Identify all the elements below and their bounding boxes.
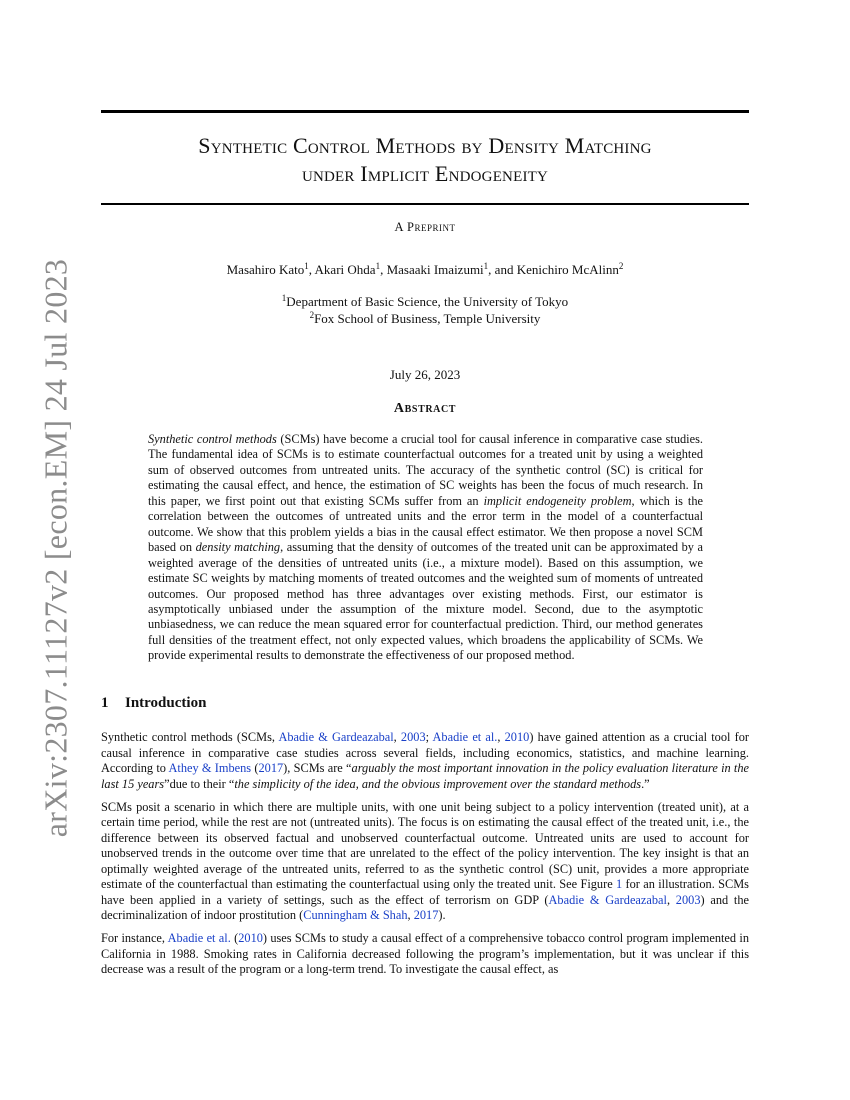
paragraph [101,800,749,924]
text-run: ) and the decriminalization of indoor prostitution ( [101,892,750,922]
abstract-emph: implicit endogeneity problem [483,493,632,508]
affiliation-1 [101,293,749,310]
citation-link[interactable]: 2017 [258,761,284,775]
introduction-body [101,730,749,985]
author-list [101,262,749,278]
abstract-emph: Synthetic control methods [148,432,277,446]
citation-link[interactable]: 2003 [675,892,701,907]
abstract-emph: density matching [195,540,281,555]
text-run: , [393,730,401,744]
abstract-body [148,432,703,664]
text-run: for an illustration. SCMs have been applied in a variety of settings, such as the effect of terrorism on GDP ( [101,877,749,907]
title-rule-top [101,110,749,113]
text-run: ) have gained attention as a crucial tool for causal inference in comparative case studies across several fields, including economics, statistics, and machine learning. According to [101,730,749,775]
affiliation-mark: 2 [309,310,315,320]
author-separator: , [308,262,315,277]
citation-link[interactable]: Abadie & Gardeazabal [278,730,394,744]
text-run: ), SCMs are “ [283,761,352,775]
abstract-heading: Abstract [393,401,457,416]
citation-link[interactable]: Abadie & Gardeazabal [548,892,667,907]
paper-title-line-2: under Implicit Endogeneity [301,161,549,186]
text-run: , [666,892,676,907]
text-run: Synthetic control methods (SCMs, [101,730,279,744]
text-run: .” [641,776,650,791]
citation-link[interactable]: Abadie et al. [167,931,231,945]
citation-link[interactable]: 2017 [413,908,439,922]
text-run: ; [425,730,433,744]
author-affil-mark: 1 [304,261,309,271]
publication-date: July 26, 2023 [389,367,461,382]
paper-title-line-1: Synthetic Control Methods by Density Matching [198,133,652,158]
text-run: ”due to their “ [164,776,235,791]
paper-title [101,132,749,188]
title-rule-bottom [101,203,749,205]
author-name: Masahiro Kato [226,262,305,277]
author-affil-mark: 1 [375,261,381,271]
citation-link[interactable]: 2010 [238,931,263,945]
text-run: For instance, [101,931,168,945]
citation-link[interactable]: 2010 [504,730,530,744]
author-name: Masaaki Imaizumi [386,262,484,277]
author-separator: , [380,262,387,277]
quote-emph: arguably the most important innovation in the policy evaluation literature in the last 15 years [101,761,749,791]
author-affil-mark: 1 [483,261,489,271]
quote-emph: the simplicity of the idea, and the obvious improvement over the standard methods [234,776,642,791]
section-number: 1 [101,695,109,711]
affiliations [101,293,749,327]
section-title: Introduction [125,695,207,711]
abstract-text: , assuming that the density of outcomes of the treated unit can be approximated by a weighted average of the densities of untreated units (i.e., a mixture model). Based on this assumption, we estimate SC weights by matching moments of treated outcomes and the weighted sum of moments of untreated outcomes. Our proposed method has three advantages over existing methods. First, our estimator is asymptotically unbiased under the assumption of the mixture model. Second, due to the asymptotic unbiasedness, we can reduce the mean squared error for counterfactual prediction. Third, our method generates full densities of the treatment effect, not only expected values, which broadens the applicability of SCMs. We provide experimental results to demonstrate the effectiveness of our proposed method. [148,540,703,663]
figure-link[interactable]: 1 [616,877,623,891]
abstract-text: , which is the correlation between the outcomes of untreated units and the error term in the model of a counterfactual outcome. We show that this problem yields a bias in the causal effect estimator. We then propose a novel SCM based on [148,493,703,555]
text-run: , [497,730,505,744]
text-run: ( [251,761,259,775]
affiliation-text: Department of Basic Science, the University of Tokyo [286,294,569,309]
citation-link[interactable]: Cunningham & Shah [303,908,408,922]
text-run: , [407,908,414,922]
abstract-text: (SCMs) have become a crucial tool for causal inference in comparative case studies. The fundamental idea of SCMs is to estimate counterfactual outcomes for a treated unit by using a weighted sum of observed outcomes from untreated units. The accuracy of the synthetic control (SC) is critical for estimating the causal effect, and hence, the estimation of SC weights has been the focus of much research. In this paper, we first point out that existing SCMs suffer from an [148,432,703,508]
citation-link[interactable]: Abadie et al. [432,730,498,744]
citation-link[interactable]: 2003 [400,730,426,744]
author-name: Kenichiro McAlinn [516,262,619,277]
author-affil-mark: 2 [618,261,624,271]
paragraph [101,931,749,978]
affiliation-mark: 1 [281,293,287,303]
affiliation-text: Fox School of Business, Temple University [314,311,541,326]
citation-link[interactable]: Athey & Imbens [168,761,252,775]
section-heading-introduction [101,695,206,712]
affiliation-2 [101,310,749,327]
author-separator: , and [488,262,517,277]
text-run: ). [438,908,446,922]
text-run: ) uses SCMs to study a causal effect of a comprehensive tobacco control program implemented in California in 1988. Smoking rates in California decreased following the program’s implementation, but it was unclear if this decrease was a result of the program or a long-term trend. To investigate the causal effect, as [101,931,749,976]
text-run: SCMs posit a scenario in which there are multiple units, with one unit being subject to a policy intervention (treated unit), at a certain time period, while the rest are not (untreated units). The focus is on estimating the causal effect of the treated unit, i.e., the difference between its observed factual and unobserved counterfactual outcome. Untreated units are used to account for unobserved trends in the outcome over time that are unrelated to the effect of the policy intervention. The key insight is that an optimally weighted average of the untreated units, referred to as the synthetic control (SC) unit, provides a more appropriate estimate of the counterfactual than estimating the counterfactual using only the treated unit. See Figure [101,799,749,891]
arxiv-identifier: arXiv:2307.11127v2 [econ.EM] 24 Jul 2023 [37,258,74,838]
author-name: Akari Ohda [314,262,376,277]
paragraph [101,730,749,792]
preprint-label: A Preprint [394,220,456,234]
text-run: ( [230,931,239,945]
